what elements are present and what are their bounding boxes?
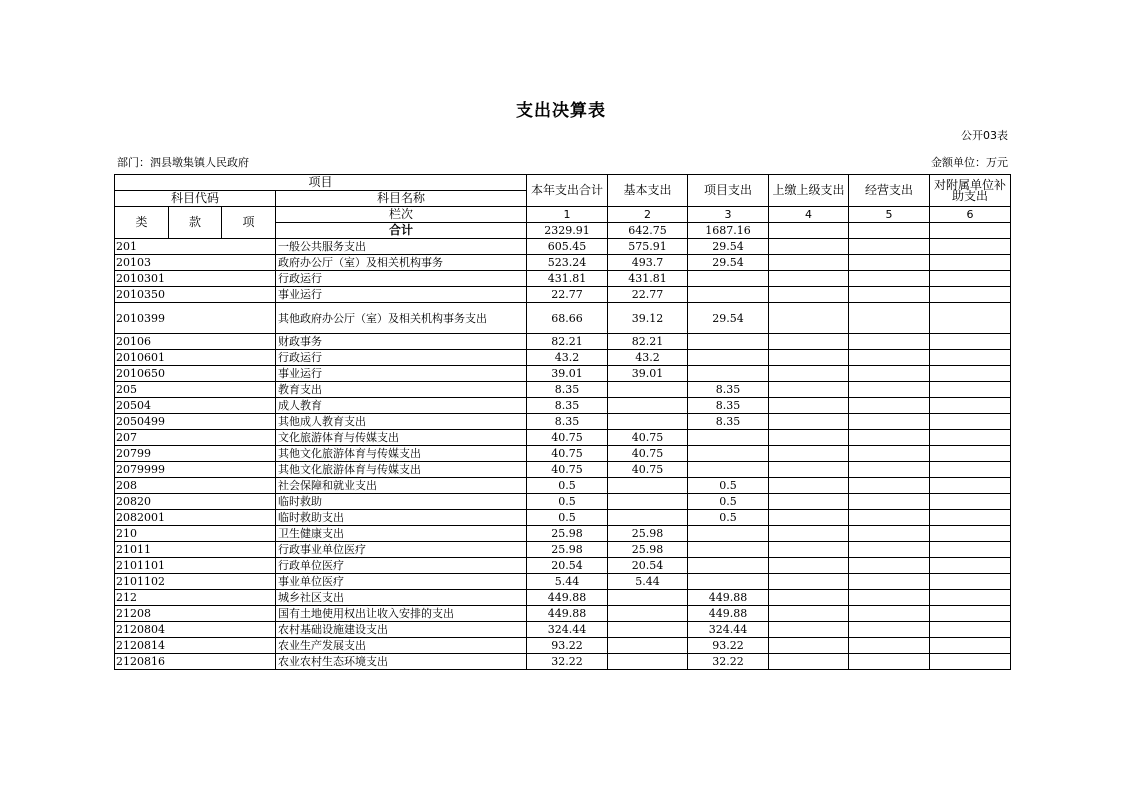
amount-total: 605.45 xyxy=(527,239,608,255)
header-subject-code: 科目代码 xyxy=(115,191,276,207)
amount-basic: 5.44 xyxy=(608,574,688,590)
header-xiang: 项 xyxy=(222,207,276,239)
subject-name: 事业运行 xyxy=(276,287,527,303)
amount-basic xyxy=(608,590,688,606)
header-col-subsidy: 对附属单位补助支出 xyxy=(930,175,1011,207)
amount-total: 40.75 xyxy=(527,430,608,446)
table-row xyxy=(115,303,1011,334)
amount-total: 39.01 xyxy=(527,366,608,382)
amount-operating xyxy=(849,414,930,430)
subject-name: 其他政府办公厅（室）及相关机构事务支出 xyxy=(276,303,527,334)
table-row xyxy=(115,430,1011,446)
amount-upper xyxy=(769,303,849,334)
column-number: 3 xyxy=(688,207,769,223)
amount-operating xyxy=(849,606,930,622)
table-row xyxy=(115,542,1011,558)
amount-upper xyxy=(769,478,849,494)
amount-subsidy xyxy=(930,574,1011,590)
amount-operating xyxy=(849,526,930,542)
amount-project: 93.22 xyxy=(688,638,769,654)
table-row xyxy=(115,526,1011,542)
table-row xyxy=(115,590,1011,606)
column-number: 4 xyxy=(769,207,849,223)
amount-basic: 40.75 xyxy=(608,446,688,462)
subject-code: 2079999 xyxy=(115,462,276,478)
table-row xyxy=(115,398,1011,414)
amount-basic xyxy=(608,398,688,414)
amount-basic: 40.75 xyxy=(608,462,688,478)
amount-upper xyxy=(769,430,849,446)
amount-subsidy xyxy=(930,287,1011,303)
amount-subsidy xyxy=(930,430,1011,446)
table-row xyxy=(115,366,1011,382)
subject-code: 2010650 xyxy=(115,366,276,382)
subject-code: 2010399 xyxy=(115,303,276,334)
total-value: 1687.16 xyxy=(688,223,769,239)
total-value xyxy=(769,223,849,239)
amount-total: 449.88 xyxy=(527,590,608,606)
amount-subsidy xyxy=(930,303,1011,334)
amount-project: 29.54 xyxy=(688,255,769,271)
subject-name: 临时救助 xyxy=(276,494,527,510)
subject-code: 208 xyxy=(115,478,276,494)
amount-total: 20.54 xyxy=(527,558,608,574)
column-number: 1 xyxy=(527,207,608,223)
amount-subsidy xyxy=(930,638,1011,654)
amount-upper xyxy=(769,462,849,478)
amount-project: 29.54 xyxy=(688,303,769,334)
header-col-total: 本年支出合计 xyxy=(527,175,608,207)
amount-subsidy xyxy=(930,622,1011,638)
subject-name: 社会保障和就业支出 xyxy=(276,478,527,494)
amount-subsidy xyxy=(930,590,1011,606)
table-row xyxy=(115,350,1011,366)
amount-project: 0.5 xyxy=(688,494,769,510)
subject-code: 21208 xyxy=(115,606,276,622)
subject-code: 20799 xyxy=(115,446,276,462)
amount-subsidy xyxy=(930,478,1011,494)
form-number: 公开03表 xyxy=(961,129,1008,142)
amount-total: 40.75 xyxy=(527,462,608,478)
header-project: 项目 xyxy=(115,175,527,191)
amount-subsidy xyxy=(930,350,1011,366)
amount-project xyxy=(688,526,769,542)
amount-basic: 82.21 xyxy=(608,334,688,350)
total-value: 2329.91 xyxy=(527,223,608,239)
subject-code: 2120814 xyxy=(115,638,276,654)
amount-operating xyxy=(849,382,930,398)
amount-operating xyxy=(849,430,930,446)
total-value: 642.75 xyxy=(608,223,688,239)
amount-upper xyxy=(769,510,849,526)
amount-total: 324.44 xyxy=(527,622,608,638)
amount-upper xyxy=(769,542,849,558)
subject-code: 20504 xyxy=(115,398,276,414)
amount-basic: 493.7 xyxy=(608,255,688,271)
header-col-project: 项目支出 xyxy=(688,175,769,207)
header-col-upper: 上缴上级支出 xyxy=(769,175,849,207)
amount-subsidy xyxy=(930,255,1011,271)
amount-project xyxy=(688,271,769,287)
amount-operating xyxy=(849,622,930,638)
amount-operating xyxy=(849,303,930,334)
amount-operating xyxy=(849,350,930,366)
subject-code: 2082001 xyxy=(115,510,276,526)
amount-upper xyxy=(769,526,849,542)
amount-subsidy xyxy=(930,398,1011,414)
header-col-basic: 基本支出 xyxy=(608,175,688,207)
table-row xyxy=(115,271,1011,287)
subject-code: 20103 xyxy=(115,255,276,271)
amount-basic xyxy=(608,638,688,654)
amount-basic xyxy=(608,414,688,430)
total-value xyxy=(849,223,930,239)
amount-upper xyxy=(769,574,849,590)
expenditure-table xyxy=(114,174,1011,670)
amount-project: 449.88 xyxy=(688,606,769,622)
subject-name: 行政运行 xyxy=(276,271,527,287)
amount-upper xyxy=(769,622,849,638)
table-row xyxy=(115,654,1011,670)
amount-subsidy xyxy=(930,239,1011,255)
amount-operating xyxy=(849,239,930,255)
subject-code: 20820 xyxy=(115,494,276,510)
amount-total: 22.77 xyxy=(527,287,608,303)
amount-subsidy xyxy=(930,414,1011,430)
subject-name: 卫生健康支出 xyxy=(276,526,527,542)
amount-basic: 25.98 xyxy=(608,542,688,558)
amount-upper xyxy=(769,350,849,366)
amount-project: 8.35 xyxy=(688,398,769,414)
amount-basic xyxy=(608,382,688,398)
amount-project xyxy=(688,350,769,366)
amount-basic: 43.2 xyxy=(608,350,688,366)
amount-total: 0.5 xyxy=(527,510,608,526)
amount-operating xyxy=(849,462,930,478)
amount-operating xyxy=(849,398,930,414)
amount-basic: 40.75 xyxy=(608,430,688,446)
amount-project: 8.35 xyxy=(688,414,769,430)
subject-code: 2010601 xyxy=(115,350,276,366)
amount-operating xyxy=(849,446,930,462)
table-row xyxy=(115,606,1011,622)
subject-code: 212 xyxy=(115,590,276,606)
amount-subsidy xyxy=(930,526,1011,542)
subject-code: 2010301 xyxy=(115,271,276,287)
amount-basic xyxy=(608,510,688,526)
header-kuan: 款 xyxy=(169,207,222,239)
subject-code: 2120804 xyxy=(115,622,276,638)
amount-upper xyxy=(769,494,849,510)
amount-operating xyxy=(849,654,930,670)
amount-basic xyxy=(608,494,688,510)
amount-basic xyxy=(608,622,688,638)
amount-upper xyxy=(769,638,849,654)
subject-code: 2050499 xyxy=(115,414,276,430)
total-label: 合计 xyxy=(276,223,527,239)
amount-total: 8.35 xyxy=(527,398,608,414)
amount-upper xyxy=(769,287,849,303)
subject-code: 207 xyxy=(115,430,276,446)
amount-basic xyxy=(608,606,688,622)
amount-project: 0.5 xyxy=(688,510,769,526)
amount-subsidy xyxy=(930,510,1011,526)
table-row xyxy=(115,382,1011,398)
amount-subsidy xyxy=(930,366,1011,382)
amount-subsidy xyxy=(930,542,1011,558)
amount-basic xyxy=(608,478,688,494)
column-number: 5 xyxy=(849,207,930,223)
amount-basic: 22.77 xyxy=(608,287,688,303)
amount-operating xyxy=(849,574,930,590)
table-row xyxy=(115,622,1011,638)
amount-total: 449.88 xyxy=(527,606,608,622)
amount-upper xyxy=(769,606,849,622)
amount-upper xyxy=(769,334,849,350)
table-row xyxy=(115,462,1011,478)
total-value xyxy=(930,223,1011,239)
amount-upper xyxy=(769,414,849,430)
amount-unit-label: 金额单位：万元 xyxy=(931,156,1008,169)
amount-total: 43.2 xyxy=(527,350,608,366)
amount-basic: 39.01 xyxy=(608,366,688,382)
amount-project: 449.88 xyxy=(688,590,769,606)
subject-name: 事业运行 xyxy=(276,366,527,382)
table-row xyxy=(115,446,1011,462)
subject-code: 2120816 xyxy=(115,654,276,670)
subject-name: 其他文化旅游体育与传媒支出 xyxy=(276,446,527,462)
amount-total: 82.21 xyxy=(527,334,608,350)
subject-name: 其他成人教育支出 xyxy=(276,414,527,430)
amount-total: 523.24 xyxy=(527,255,608,271)
subject-name: 政府办公厅（室）及相关机构事务 xyxy=(276,255,527,271)
amount-operating xyxy=(849,494,930,510)
header-row-3 xyxy=(115,207,1011,223)
amount-subsidy xyxy=(930,494,1011,510)
header-row-1 xyxy=(115,175,1011,191)
subject-name: 行政单位医疗 xyxy=(276,558,527,574)
amount-operating xyxy=(849,478,930,494)
amount-upper xyxy=(769,271,849,287)
subject-name: 农村基础设施建设支出 xyxy=(276,622,527,638)
amount-project xyxy=(688,430,769,446)
amount-total: 40.75 xyxy=(527,446,608,462)
amount-basic: 431.81 xyxy=(608,271,688,287)
subject-name: 财政事务 xyxy=(276,334,527,350)
table-row xyxy=(115,478,1011,494)
page-title: 支出决算表 xyxy=(516,101,606,121)
amount-total: 32.22 xyxy=(527,654,608,670)
amount-total: 5.44 xyxy=(527,574,608,590)
subject-name: 农业生产发展支出 xyxy=(276,638,527,654)
amount-project: 324.44 xyxy=(688,622,769,638)
header-lanci: 栏次 xyxy=(276,207,527,223)
subject-name: 一般公共服务支出 xyxy=(276,239,527,255)
amount-project xyxy=(688,558,769,574)
amount-total: 25.98 xyxy=(527,526,608,542)
table-row xyxy=(115,510,1011,526)
table-row xyxy=(115,287,1011,303)
subject-name: 城乡社区支出 xyxy=(276,590,527,606)
amount-project: 29.54 xyxy=(688,239,769,255)
amount-project: 0.5 xyxy=(688,478,769,494)
amount-project xyxy=(688,334,769,350)
subject-code: 201 xyxy=(115,239,276,255)
amount-operating xyxy=(849,510,930,526)
table-row xyxy=(115,558,1011,574)
subject-name: 事业单位医疗 xyxy=(276,574,527,590)
subject-name: 农业农村生态环境支出 xyxy=(276,654,527,670)
amount-total: 93.22 xyxy=(527,638,608,654)
amount-upper xyxy=(769,558,849,574)
department-label: 部门：泗县墩集镇人民政府 xyxy=(117,156,249,169)
amount-total: 68.66 xyxy=(527,303,608,334)
amount-total: 0.5 xyxy=(527,494,608,510)
subject-code: 2101101 xyxy=(115,558,276,574)
subject-code: 205 xyxy=(115,382,276,398)
amount-subsidy xyxy=(930,446,1011,462)
amount-basic: 39.12 xyxy=(608,303,688,334)
header-col-operating: 经营支出 xyxy=(849,175,930,207)
amount-upper xyxy=(769,590,849,606)
amount-project xyxy=(688,542,769,558)
column-number: 6 xyxy=(930,207,1011,223)
amount-operating xyxy=(849,271,930,287)
table-row xyxy=(115,414,1011,430)
header-lei: 类 xyxy=(115,207,169,239)
amount-upper xyxy=(769,446,849,462)
subject-name: 文化旅游体育与传媒支出 xyxy=(276,430,527,446)
table-row xyxy=(115,494,1011,510)
amount-operating xyxy=(849,334,930,350)
amount-basic: 575.91 xyxy=(608,239,688,255)
subject-code: 2101102 xyxy=(115,574,276,590)
amount-total: 8.35 xyxy=(527,414,608,430)
header-subject-name: 科目名称 xyxy=(276,191,527,207)
subject-code: 20106 xyxy=(115,334,276,350)
amount-subsidy xyxy=(930,382,1011,398)
amount-operating xyxy=(849,287,930,303)
amount-total: 8.35 xyxy=(527,382,608,398)
subject-name: 行政事业单位医疗 xyxy=(276,542,527,558)
amount-project: 8.35 xyxy=(688,382,769,398)
table-row xyxy=(115,255,1011,271)
amount-subsidy xyxy=(930,271,1011,287)
amount-subsidy xyxy=(930,462,1011,478)
subject-name: 其他文化旅游体育与传媒支出 xyxy=(276,462,527,478)
column-number: 2 xyxy=(608,207,688,223)
amount-subsidy xyxy=(930,334,1011,350)
amount-subsidy xyxy=(930,654,1011,670)
amount-operating xyxy=(849,255,930,271)
subject-name: 国有土地使用权出让收入安排的支出 xyxy=(276,606,527,622)
amount-project xyxy=(688,287,769,303)
subject-name: 教育支出 xyxy=(276,382,527,398)
amount-subsidy xyxy=(930,558,1011,574)
amount-operating xyxy=(849,638,930,654)
amount-upper xyxy=(769,366,849,382)
subject-name: 成人教育 xyxy=(276,398,527,414)
amount-total: 0.5 xyxy=(527,478,608,494)
amount-project xyxy=(688,462,769,478)
amount-operating xyxy=(849,558,930,574)
amount-upper xyxy=(769,255,849,271)
subject-code: 21011 xyxy=(115,542,276,558)
amount-upper xyxy=(769,382,849,398)
subject-code: 2010350 xyxy=(115,287,276,303)
amount-operating xyxy=(849,542,930,558)
amount-basic: 25.98 xyxy=(608,526,688,542)
amount-upper xyxy=(769,239,849,255)
table-row xyxy=(115,334,1011,350)
table-row xyxy=(115,239,1011,255)
amount-basic: 20.54 xyxy=(608,558,688,574)
amount-project xyxy=(688,366,769,382)
amount-operating xyxy=(849,590,930,606)
subject-name: 临时救助支出 xyxy=(276,510,527,526)
subject-code: 210 xyxy=(115,526,276,542)
amount-subsidy xyxy=(930,606,1011,622)
amount-total: 431.81 xyxy=(527,271,608,287)
amount-upper xyxy=(769,654,849,670)
amount-project: 32.22 xyxy=(688,654,769,670)
amount-project xyxy=(688,574,769,590)
subject-name: 行政运行 xyxy=(276,350,527,366)
amount-project xyxy=(688,446,769,462)
amount-operating xyxy=(849,366,930,382)
amount-upper xyxy=(769,398,849,414)
amount-basic xyxy=(608,654,688,670)
table-row xyxy=(115,638,1011,654)
amount-total: 25.98 xyxy=(527,542,608,558)
table-row xyxy=(115,574,1011,590)
